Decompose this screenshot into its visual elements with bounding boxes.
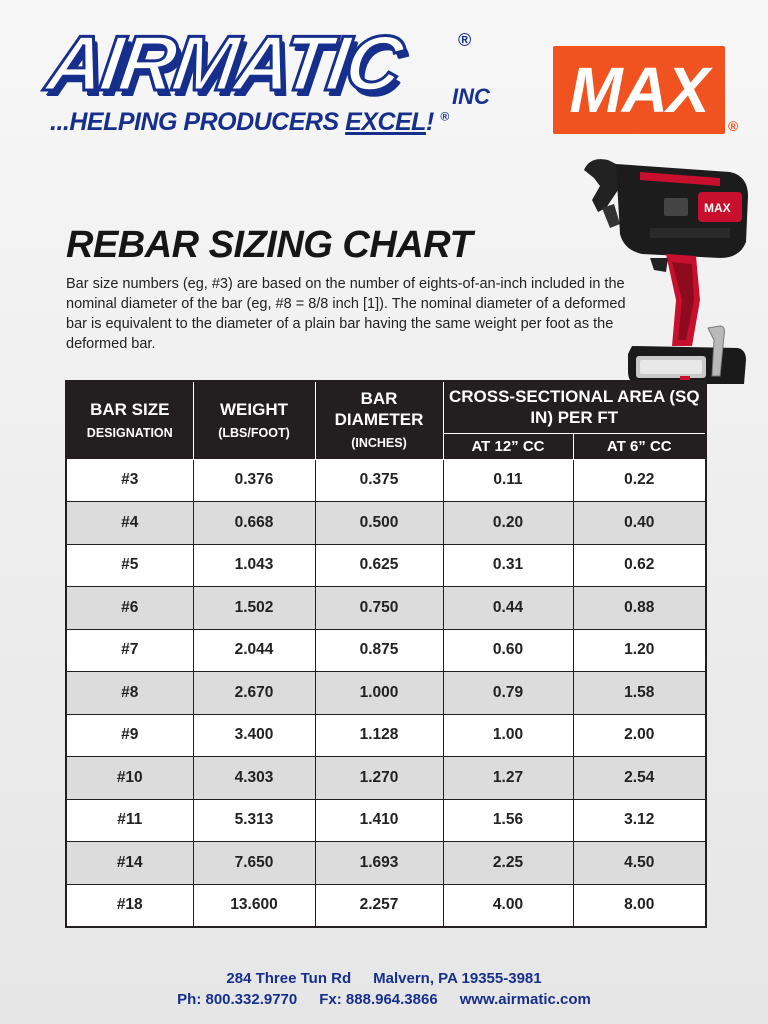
- table-row: [66, 842, 706, 885]
- footer-contact-line: [0, 989, 768, 1010]
- area-6-cell: 0.62: [573, 544, 706, 587]
- weight-cell: 1.502: [193, 587, 315, 630]
- area-12-cell: 0.31: [443, 544, 573, 587]
- weight-cell: 4.303: [193, 757, 315, 800]
- area-6-cell: 4.50: [573, 842, 706, 885]
- max-logo: [553, 46, 725, 134]
- rebar-tier-tool-image: [580, 150, 750, 390]
- bar-size-cell: #10: [66, 757, 193, 800]
- area-6-cell: 0.22: [573, 459, 706, 502]
- table-row: [66, 629, 706, 672]
- footer-city: Malvern, PA 19355-3981: [373, 970, 542, 987]
- bar-size-cell: #18: [66, 884, 193, 927]
- bar-size-cell: #8: [66, 672, 193, 715]
- bar-size-cell: #11: [66, 799, 193, 842]
- weight-cell: 1.043: [193, 544, 315, 587]
- area-12-cell: 2.25: [443, 842, 573, 885]
- footer-website[interactable]: www.airmatic.com: [459, 991, 591, 1008]
- svg-text:MAX: MAX: [704, 201, 731, 215]
- area-12-cell: 1.56: [443, 799, 573, 842]
- diameter-cell: 0.625: [315, 544, 443, 587]
- weight-cell: 0.376: [193, 459, 315, 502]
- diameter-cell: 1.410: [315, 799, 443, 842]
- max-logo-text: MAX: [569, 54, 709, 126]
- area-6-cell: 2.00: [573, 714, 706, 757]
- header-bar-size: BAR SIZE DESIGNATION: [66, 381, 193, 459]
- rebar-sizing-table: [65, 380, 707, 928]
- header-at-12-cc: AT 12” CC: [443, 433, 573, 459]
- weight-cell: 13.600: [193, 884, 315, 927]
- area-12-cell: 0.11: [443, 459, 573, 502]
- weight-cell: 5.313: [193, 799, 315, 842]
- diameter-cell: 1.270: [315, 757, 443, 800]
- area-6-cell: 3.12: [573, 799, 706, 842]
- area-6-cell: 0.88: [573, 587, 706, 630]
- header-bar-diameter: BAR DIAMETER (INCHES): [315, 381, 443, 459]
- area-6-cell: 0.40: [573, 502, 706, 545]
- diameter-cell: 0.500: [315, 502, 443, 545]
- area-6-cell: 2.54: [573, 757, 706, 800]
- tagline: ...HELPING PRODUCERS EXCEL! ®: [50, 108, 449, 136]
- bar-size-cell: #5: [66, 544, 193, 587]
- area-12-cell: 1.27: [443, 757, 573, 800]
- area-6-cell: 8.00: [573, 884, 706, 927]
- table-row: [66, 757, 706, 800]
- airmatic-wordmark: AIRMATIC: [41, 19, 406, 107]
- area-12-cell: 1.00: [443, 714, 573, 757]
- header-at-6-cc: AT 6” CC: [573, 433, 706, 459]
- table-row: [66, 884, 706, 927]
- weight-cell: 2.044: [193, 629, 315, 672]
- weight-cell: 3.400: [193, 714, 315, 757]
- intro-paragraph: Bar size numbers (eg, #3) are based on the number of eights-of-an-inch included in the nominal diameter of the bar (eg, #8 = 8/8 inch [1]). The nominal diameter of a deformed bar is equivalent to the diameter of a plain bar having the same weight per foot as the deformed bar.: [66, 276, 626, 352]
- area-12-cell: 4.00: [443, 884, 573, 927]
- table-row: [66, 672, 706, 715]
- airmatic-logo: [41, 19, 490, 144]
- weight-cell: 7.650: [193, 842, 315, 885]
- diameter-cell: 0.750: [315, 587, 443, 630]
- diameter-cell: 0.875: [315, 629, 443, 672]
- area-12-cell: 0.44: [443, 587, 573, 630]
- weight-cell: 2.670: [193, 672, 315, 715]
- table-row: [66, 587, 706, 630]
- diameter-cell: 1.128: [315, 714, 443, 757]
- bar-size-cell: #6: [66, 587, 193, 630]
- table-row: [66, 544, 706, 587]
- bar-size-cell: #3: [66, 459, 193, 502]
- table-row: [66, 459, 706, 502]
- page-title: REBAR SIZING CHART: [66, 224, 473, 266]
- bar-size-cell: #7: [66, 629, 193, 672]
- area-6-cell: 1.58: [573, 672, 706, 715]
- header-weight: WEIGHT (LBS/FOOT): [193, 381, 315, 459]
- header-cross-sectional-area: CROSS-SECTIONAL AREA (SQ IN) PER FT: [443, 381, 706, 433]
- inc-suffix: INC: [452, 84, 490, 109]
- diameter-cell: 1.693: [315, 842, 443, 885]
- table-row: [66, 799, 706, 842]
- footer-address-line: [0, 968, 768, 989]
- registered-mark: ®: [458, 30, 472, 50]
- area-12-cell: 0.60: [443, 629, 573, 672]
- max-registered-mark: ®: [728, 118, 739, 134]
- bar-size-cell: #14: [66, 842, 193, 885]
- table-row: [66, 502, 706, 545]
- bar-size-cell: #4: [66, 502, 193, 545]
- diameter-cell: 2.257: [315, 884, 443, 927]
- diameter-cell: 1.000: [315, 672, 443, 715]
- footer-phone: Ph: 800.332.9770: [177, 991, 298, 1008]
- contact-footer: [0, 968, 768, 1010]
- table-row: [66, 714, 706, 757]
- weight-cell: 0.668: [193, 502, 315, 545]
- area-6-cell: 1.20: [573, 629, 706, 672]
- footer-fax: Fx: 888.964.3866: [319, 991, 438, 1008]
- area-12-cell: 0.20: [443, 502, 573, 545]
- footer-street: 284 Three Tun Rd: [226, 970, 352, 987]
- diameter-cell: 0.375: [315, 459, 443, 502]
- area-12-cell: 0.79: [443, 672, 573, 715]
- bar-size-cell: #9: [66, 714, 193, 757]
